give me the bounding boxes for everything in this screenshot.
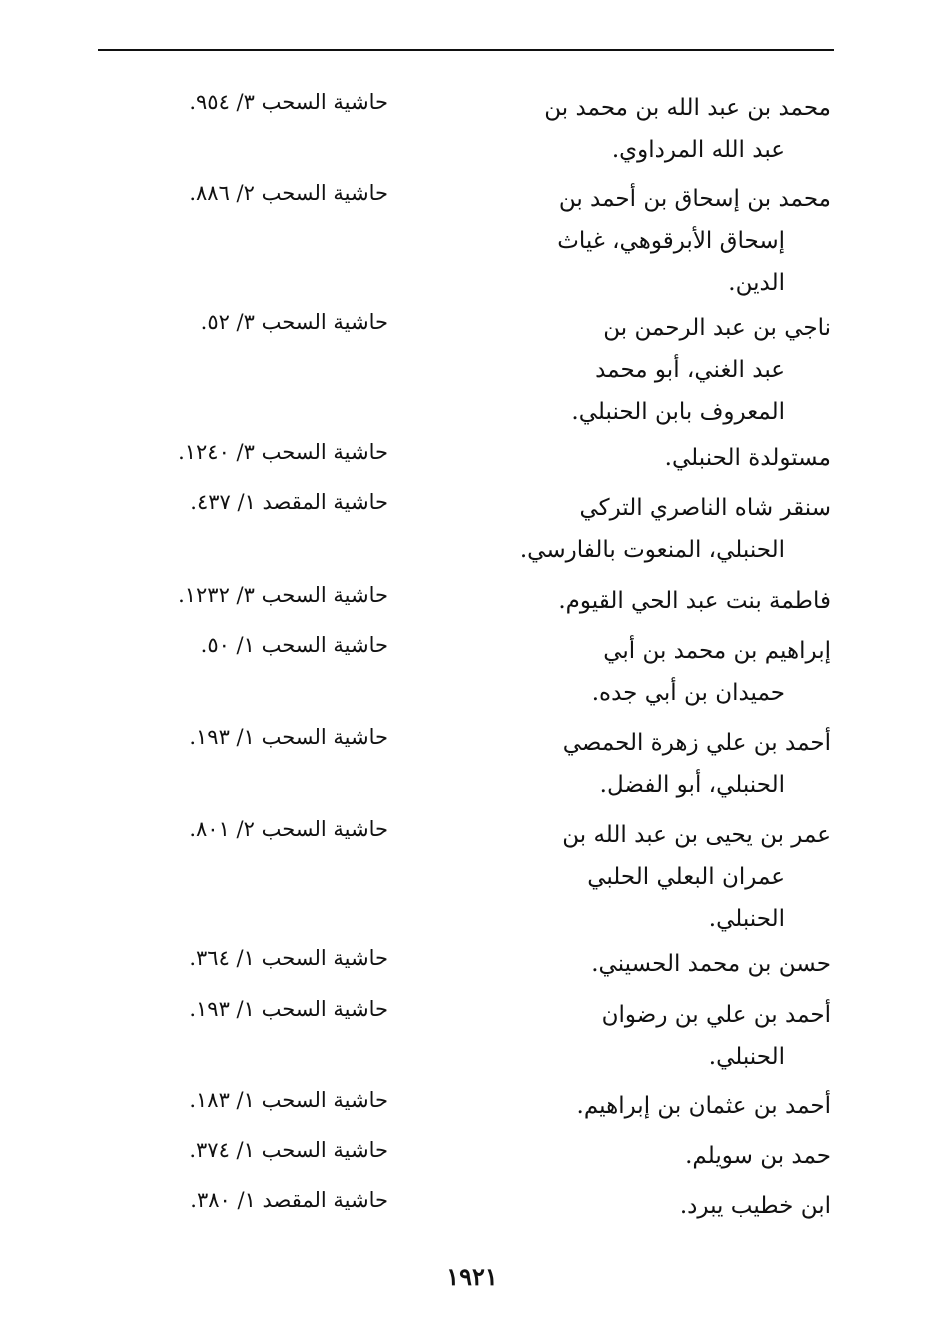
entry-name-line: حميدان بن أبي جده. — [591, 680, 785, 706]
entry-name — [486, 943, 831, 985]
entry-name-line: المعروف بابن الحنبلي. — [571, 399, 785, 425]
entry-name-line: الحنبلي. — [708, 906, 785, 932]
entry-name-line: عبد الغني، أبو محمد — [595, 357, 785, 383]
entry-name-line: محمد بن إسحاق بن أحمد بن — [558, 186, 831, 212]
entry-name — [486, 994, 831, 1078]
entry-name-line: مستولدة الحنبلي. — [664, 445, 831, 471]
entry-name — [486, 630, 831, 714]
entry-name-line: الحنبلي، المنعوت بالفارسي. — [519, 537, 785, 563]
entry-reference: حاشية السحب ١/ ٣٦٤. — [189, 946, 388, 970]
entry-name-line: عبد الله المرداوي. — [611, 137, 785, 163]
entry-name-line: فاطمة بنت عبد الحي القيوم. — [558, 588, 831, 614]
entry-name-line: الدين. — [728, 270, 785, 296]
entry-name-line: الحنبلي، أبو الفضل. — [599, 772, 785, 798]
entry-name-line: عمران البعلي الحلبي — [587, 864, 785, 890]
entry-name — [486, 487, 831, 571]
entry-reference: حاشية السحب ٣/ ١٢٤٠. — [178, 440, 388, 464]
entry-reference: حاشية المقصد ١/ ٣٨٠. — [190, 1188, 388, 1212]
entry-name — [486, 814, 831, 940]
entry-reference: حاشية السحب ٢/ ٨٠١. — [189, 817, 388, 841]
entry-reference: حاشية السحب ١/ ٥٠. — [200, 633, 388, 657]
entry-name — [486, 722, 831, 806]
entry-name-line: حسن بن محمد الحسيني. — [591, 951, 831, 977]
entry-name-line: سنقر شاه الناصري التركي — [579, 495, 831, 521]
entry-reference: حاشية السحب ١/ ١٩٣. — [189, 725, 388, 749]
entry-name-line: أحمد بن عثمان بن إبراهيم. — [576, 1093, 831, 1119]
entry-reference: حاشية السحب ٣/ ١٢٣٢. — [178, 583, 388, 607]
top-rule — [98, 49, 834, 51]
entry-name — [486, 1085, 831, 1127]
entry-reference: حاشية السحب ١/ ٣٧٤. — [189, 1138, 388, 1162]
entry-name — [486, 87, 831, 171]
entry-reference: حاشية السحب ٣/ ٩٥٤. — [189, 90, 388, 114]
entry-name-line: إبراهيم بن محمد بن أبي — [603, 638, 831, 664]
entry-name-line: أحمد بن علي بن رضوان — [601, 1002, 831, 1028]
entry-name-line: محمد بن عبد الله بن محمد بن — [544, 95, 831, 121]
page-number: ١٩٢١ — [446, 1262, 498, 1291]
entry-reference: حاشية السحب ١/ ١٨٣. — [189, 1088, 388, 1112]
entry-reference: حاشية السحب ١/ ١٩٣. — [189, 997, 388, 1021]
entry-name-line: ناجي بن عبد الرحمن بن — [603, 315, 831, 341]
entry-name — [486, 437, 831, 479]
entry-name-line: ابن خطيب يبرد. — [679, 1193, 831, 1219]
entry-name — [486, 1185, 831, 1227]
entry-name-line: إسحاق الأبرقوهي، غياث — [557, 228, 785, 254]
entry-name-line: عمر بن يحيى بن عبد الله بن — [562, 822, 831, 848]
entry-name-line: الحنبلي. — [708, 1044, 785, 1070]
entry-name — [486, 307, 831, 433]
entry-name-line: أحمد بن علي زهرة الحمصي — [562, 730, 831, 756]
entry-name — [486, 1135, 831, 1177]
entry-name-line: حمد بن سويلم. — [685, 1143, 831, 1169]
entry-reference: حاشية السحب ٢/ ٨٨٦. — [189, 181, 388, 205]
entry-name — [486, 580, 831, 622]
entry-reference: حاشية السحب ٣/ ٥٢. — [200, 310, 388, 334]
entry-reference: حاشية المقصد ١/ ٤٣٧. — [190, 490, 388, 514]
entry-name — [486, 178, 831, 304]
